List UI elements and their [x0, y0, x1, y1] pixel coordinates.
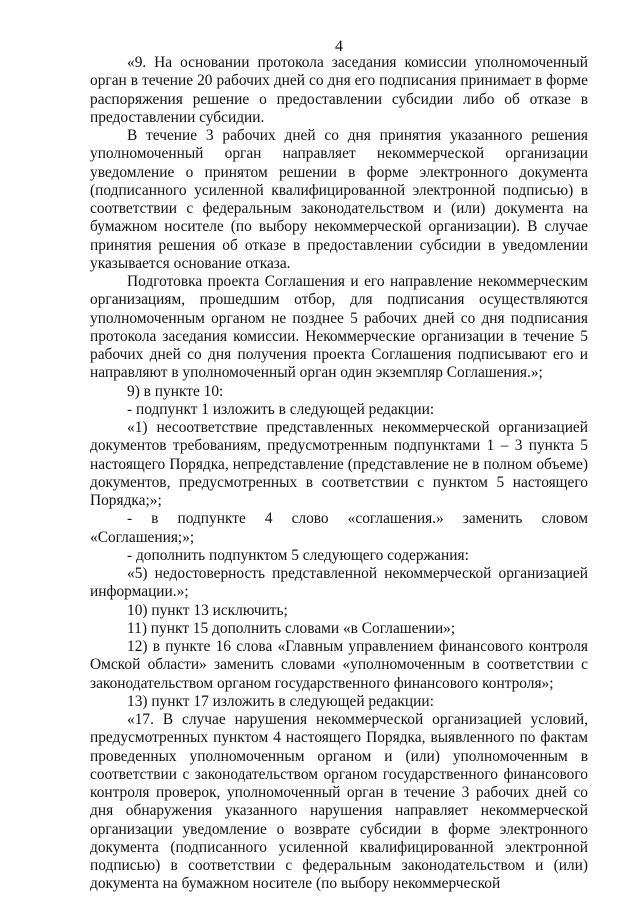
page-number: 4: [335, 38, 343, 55]
paragraph-subitem-1-text: «1) несоответствие представленных некоммерческой организацией документов требованиям, предусмотренным подпунктами 1 – 3 пункта 5 настоящего Порядка, непредставление (представление не в полном объеме) документов, предусмотренных в соответствии с пунктом 5 настоящего Порядка;»;: [90, 419, 588, 509]
paragraph-agreement-preparation: Подготовка проекта Соглашения и его направление некоммерческим организациям, прошедшим отбор, для подписания осуществляются уполномоченным органом не позднее 5 рабочих дней со дня подписания протокола заседания комиссии. Некоммерческие организации в течение 5 рабочих дней со дня получения проекта Соглашения подписывают его и направляют в уполномоченный орган один экземпляр Соглашения.»;: [90, 273, 588, 382]
document-body: [90, 54, 588, 894]
paragraph-subitem-4-change: - в подпункте 4 слово «соглашения.» заменить словом «Соглашения;»;: [90, 510, 588, 546]
paragraph-item-10-heading: 9) в пункте 10:: [127, 382, 224, 400]
paragraph-subitem-5-intro: - дополнить подпунктом 5 следующего содержания:: [127, 546, 469, 564]
paragraph-item-17-intro: 13) пункт 17 изложить в следующей редакции:: [127, 692, 434, 710]
paragraph-subitem-1-intro: - подпункт 1 изложить в следующей редакции:: [127, 400, 435, 418]
paragraph-item-15-addition: 11) пункт 15 дополнить словами «в Соглашении»;: [127, 619, 456, 637]
paragraph-item-13-removed: 10) пункт 13 исключить;: [127, 601, 288, 619]
paragraph-subitem-5-text: «5) недостоверность представленной некоммерческой организацией информации.»;: [90, 565, 588, 601]
paragraph-notification: В течение 3 рабочих дней со дня принятия указанного решения уполномоченный орган направляет некоммерческой организации уведомление о принятом решении в форме электронного документа (подписанного усиленной квалифицированной электронной подписью) в соответствии с федеральным законодательством и (или) документа на бумажном носителе (по выбору некоммерческой организации). В случае принятия решения об отказе в предоставлении субсидии в уведомлении указывается основание отказа.: [90, 127, 588, 272]
paragraph-item-17-text: «17. В случае нарушения некоммерческой организацией условий, предусмотренных пунктом 4 настоящего Порядка, выявленного по фактам проведенных уполномоченным органом и (или) уполномоченным в соответствии с законодательством органом государственного финансового контроля проверок, уполномоченный орган в течение 3 рабочих дней со дня обнаружения указанного нарушения направляет некоммерческой организации уведомление о возврате субсидии в форме электронного документа (подписанного усиленной квалифицированной электронной подписью) в соответствии с федеральным законодательством и (или) документа на бумажном носителе (по выбору некоммерческой: [90, 711, 588, 893]
paragraph-item-16-replacement: 12) в пункте 16 слова «Главным управлением финансового контроля Омской области» заменить словами «уполномоченным в соответствии с законодательством органом государственного финансового контроля»;: [90, 638, 588, 692]
paragraph-item-9: «9. На основании протокола заседания комиссии уполномоченный орган в течение 20 рабочих дней со дня его подписания принимает в форме распоряжения решение о предоставлении субсидии либо об отказе в предоставлении субсидии.: [90, 54, 588, 126]
